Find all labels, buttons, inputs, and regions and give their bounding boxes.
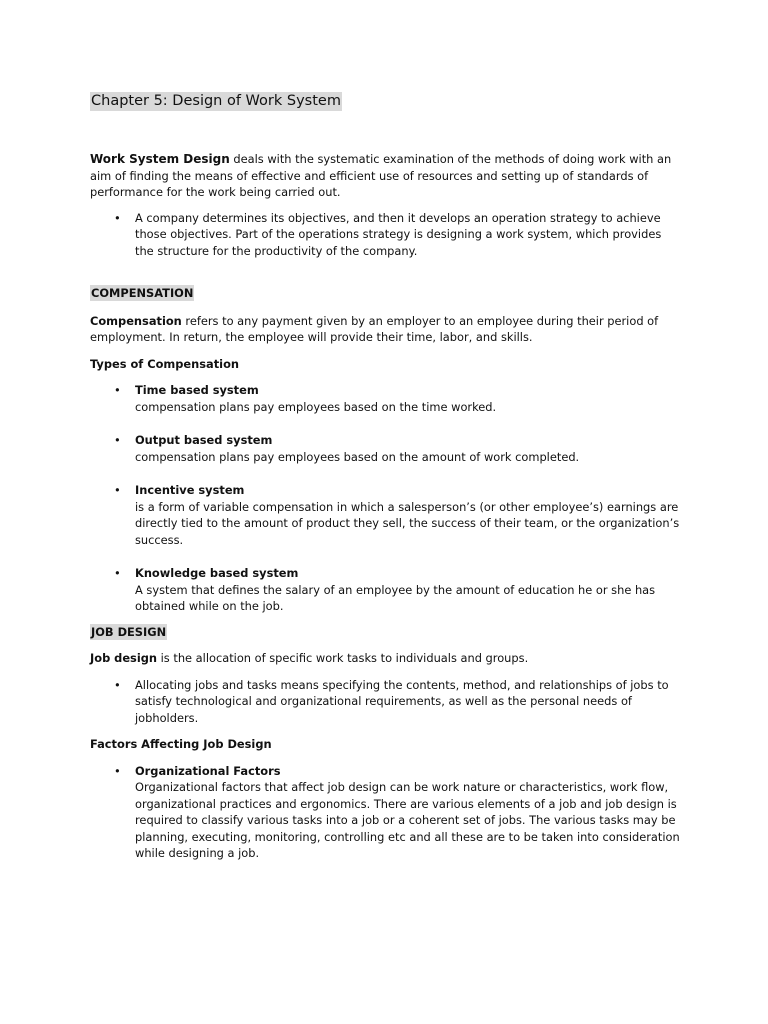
types-of-compensation-heading: Types of Compensation: [90, 356, 240, 371]
document-page: [90, 92, 680, 862]
bullet-text: A company determines its objectives, and then it develops an operation strategy to achieve those objectives. Part of the operations strategy is designing a work system, which provides the structure for the productivity of the company.: [135, 210, 662, 258]
list-item-title: Knowledge based system: [135, 566, 299, 580]
compensation-paragraph: [90, 313, 680, 346]
list-item-title: Organizational Factors: [135, 763, 281, 778]
list-item: [90, 382, 680, 415]
intro-paragraph: [90, 151, 680, 201]
job-design-paragraph: [90, 650, 680, 667]
bullet-text: Allocating jobs and tasks means specifying the contents, method, and relationships of jobs to satisfy technological and organizational requirements, as well as the personal needs of jobholders.: [135, 677, 669, 725]
intro-text: deals with the systematic examination of the methods of doing work with an aim of finding the means of effective and efficient use of resources and setting up of standards of performance for the work being carried out.: [90, 152, 672, 199]
list-item: [90, 565, 680, 615]
section-heading-job-design: JOB DESIGN: [91, 624, 167, 639]
intro-bullet-list: [90, 210, 680, 260]
intro-lead-term: Work System Design: [90, 152, 230, 166]
compensation-text: refers to any payment given by an employer to an employee during their period of employment. In return, the employee will provide their time, labor, and skills.: [90, 313, 659, 344]
bullet-icon: •: [114, 433, 121, 447]
job-design-bullet-list: [90, 677, 680, 727]
list-item-title: Time based system: [135, 383, 259, 397]
list-item-title: Incentive system: [135, 483, 245, 497]
bullet-icon: •: [114, 383, 121, 397]
chapter-title: Chapter 5: Design of Work System: [91, 93, 341, 109]
list-item-description: A system that defines the salary of an employee by the amount of education he or she has obtained while on the job.: [135, 582, 656, 613]
list-item: [90, 482, 680, 548]
bullet-icon: •: [114, 677, 121, 692]
compensation-types-list: [90, 382, 680, 615]
list-item: [90, 677, 680, 727]
bullet-icon: •: [114, 483, 121, 497]
list-item-description: is a form of variable compensation in which a salesperson’s (or other employee’s) earnings are directly tied to the amount of product they sell, the success of their team, or the organization’s success.: [135, 499, 680, 547]
list-item-description: compensation plans pay employees based on the amount of work completed.: [135, 449, 580, 464]
list-item: [90, 432, 680, 465]
section-heading-compensation: COMPENSATION: [91, 286, 194, 300]
list-item-description: compensation plans pay employees based on the time worked.: [135, 399, 497, 414]
bullet-icon: •: [114, 763, 121, 778]
list-item-description: Organizational factors that affect job design can be work nature or characteristics, work flow, organizational practices and ergonomics. There are various elements of a job and job design is required to classify various tasks into a job or a coherent set of jobs. The various tasks may be planning, executing, monitoring, controlling etc and all these are to be taken into consideration while designing a job.: [135, 780, 680, 860]
compensation-lead-term: Compensation: [90, 313, 182, 328]
list-item: [90, 210, 680, 260]
job-design-text: is the allocation of specific work tasks to individuals and groups.: [157, 651, 529, 665]
list-item-title: Output based system: [135, 433, 273, 447]
list-item: [90, 763, 680, 862]
factors-affecting-job-design-heading: Factors Affecting Job Design: [90, 737, 272, 751]
job-design-lead-term: Job design: [90, 651, 158, 665]
bullet-icon: •: [114, 566, 121, 580]
bullet-icon: •: [114, 210, 121, 225]
job-design-factors-list: [90, 763, 680, 862]
